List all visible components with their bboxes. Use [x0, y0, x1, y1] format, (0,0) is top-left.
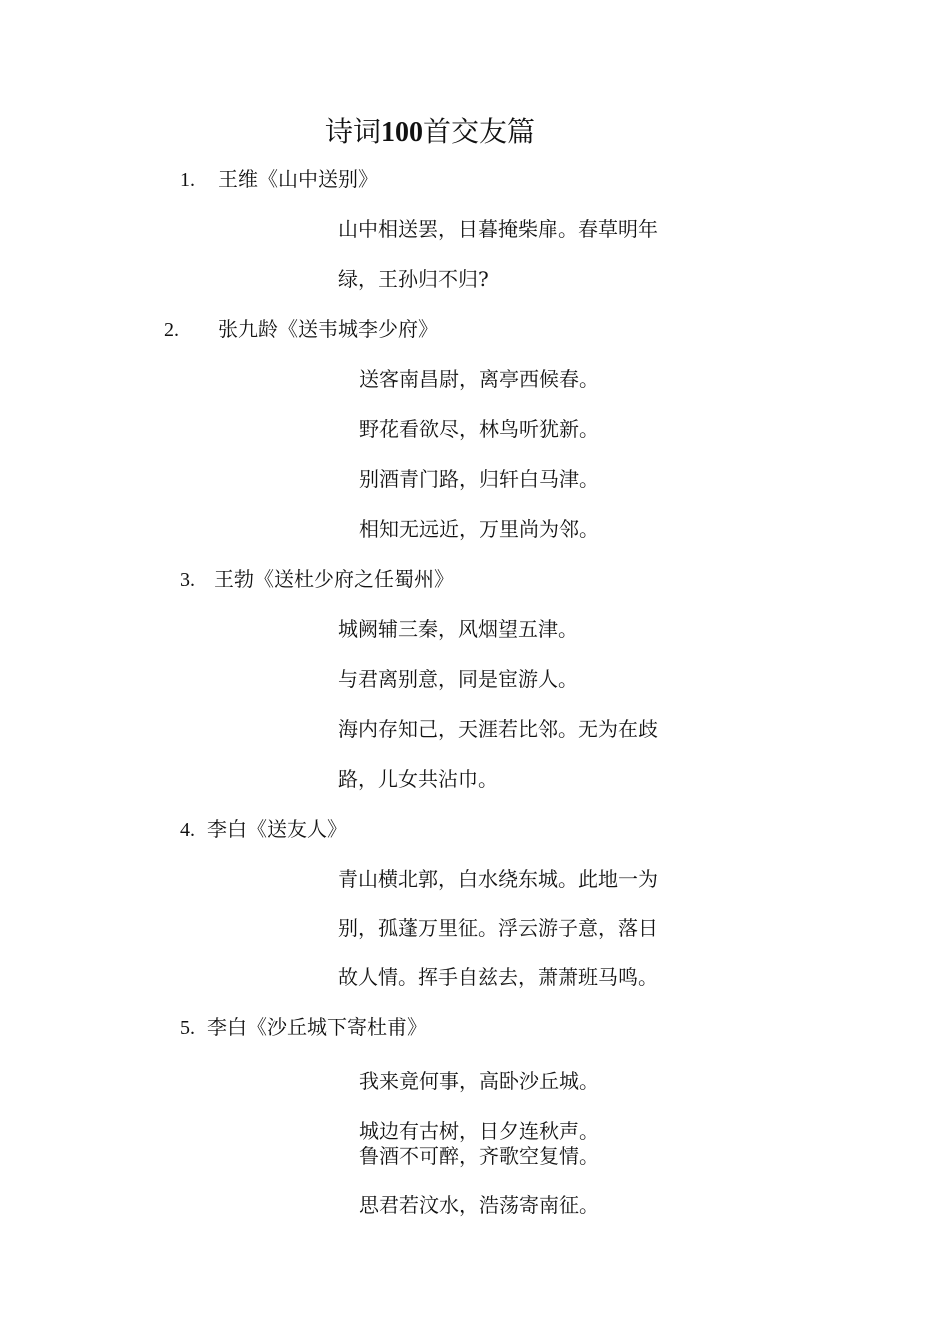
- poem-title: 张九龄《送韦城李少府》: [218, 317, 438, 341]
- page-title: [0, 112, 860, 153]
- poem-line: 城阙辅三秦，风烟望五津。: [338, 617, 578, 641]
- poem-heading-1: [180, 164, 378, 195]
- title-prefix: 诗词: [324, 115, 381, 148]
- poem-heading-4: [180, 814, 347, 845]
- poem-line: 野花看欲尽，林鸟听犹新。: [359, 417, 599, 441]
- poem-title: 王维《山中送别》: [218, 167, 378, 191]
- poem-line: 路，儿女共沾巾。: [338, 767, 498, 791]
- poem-line: 鲁酒不可醉，齐歌空复情。: [359, 1144, 599, 1168]
- poem-heading-2: [164, 314, 438, 345]
- title-suffix: 首交友篇: [423, 115, 536, 148]
- poem-line: 城边有古树，日夕连秋声。: [359, 1119, 599, 1143]
- poem-line: 别，孤蓬万里征。浮云游子意，落日: [338, 916, 658, 940]
- poem-line: 故人情。挥手自兹去，萧萧班马鸣。: [338, 965, 658, 989]
- poem-number: 3.: [180, 569, 195, 591]
- poem-line: 青山横北郭，白水绕东城。此地一为: [338, 867, 658, 891]
- poem-heading-3: [180, 564, 454, 595]
- poem-number: 5.: [180, 1017, 195, 1039]
- poem-line: 我来竟何事，高卧沙丘城。: [359, 1069, 599, 1093]
- poem-number: 4.: [180, 819, 195, 841]
- poem-number: 2.: [164, 319, 179, 341]
- poem-title: 李白《沙丘城下寄杜甫》: [207, 1015, 427, 1039]
- poem-line: 相知无远近，万里尚为邻。: [359, 517, 599, 541]
- poem-title: 王勃《送杜少府之任蜀州》: [214, 567, 454, 591]
- poem-line: 思君若汶水，浩荡寄南征。: [359, 1193, 599, 1217]
- poem-title: 李白《送友人》: [207, 817, 347, 841]
- poem-line: 海内存知己，天涯若比邻。无为在歧: [338, 717, 658, 741]
- poem-line: 绿，王孙归不归?: [338, 267, 489, 291]
- title-number: 100: [381, 117, 423, 148]
- poem-line: 与君离别意，同是宦游人。: [338, 667, 578, 691]
- poem-heading-5: [180, 1012, 427, 1043]
- poem-number: 1.: [180, 169, 195, 191]
- poem-line: 山中相送罢，日暮掩柴扉。春草明年: [338, 217, 658, 241]
- poem-line: 别酒青门路，归轩白马津。: [359, 467, 599, 491]
- poem-line: 送客南昌尉，离亭西候春。: [359, 367, 599, 391]
